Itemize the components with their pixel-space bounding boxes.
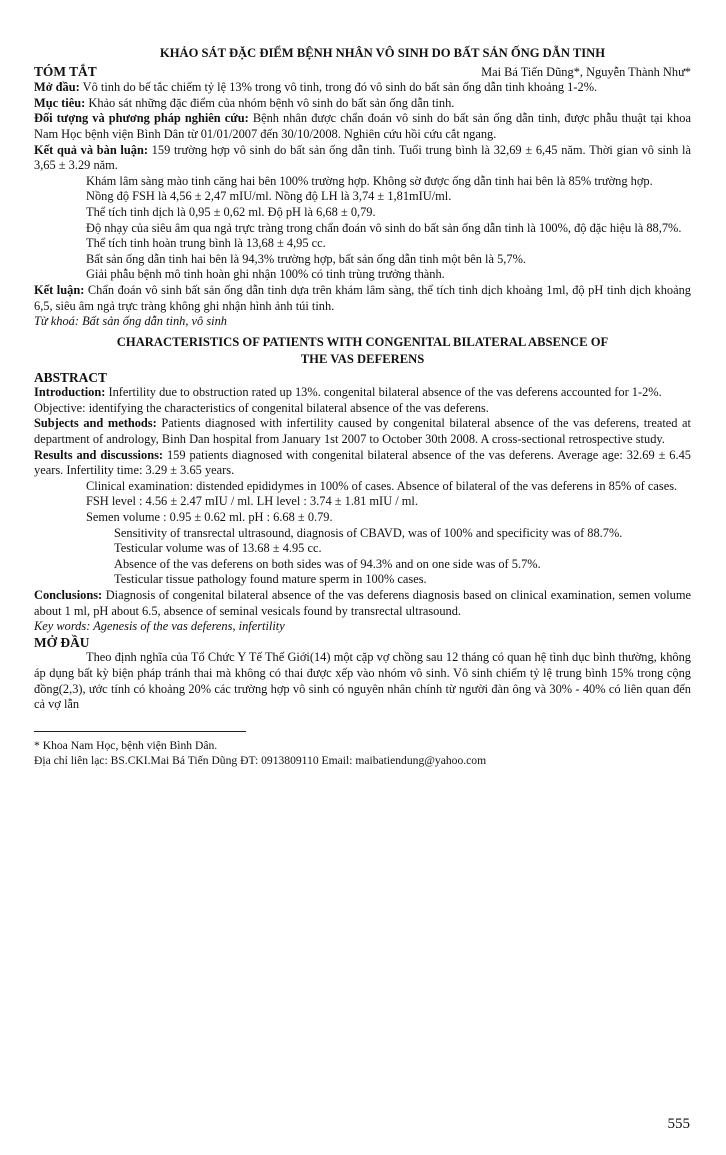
abstract-intro-text: Infertility due to obstruction rated up 13%. congenital bilateral absence of the vas deferens accounted for 1-2%. <box>108 385 662 400</box>
summary-results-text: 159 trường hợp vô sinh do bất sản ống dẫn tinh. Tuổi trung bình là 32,69 ± 6,45 năm. Thời gian vô sinh là 3,65 ± 3.29 năm. <box>34 142 691 173</box>
summary-results <box>34 143 691 174</box>
abstract-results <box>34 448 691 479</box>
summary-objective <box>34 96 691 112</box>
summary-result-ultrasound: Độ nhạy của siêu âm qua ngả trực tràng trong chẩn đoán vô sinh do bất sản ống dẫn tinh là 100%, độ đặc hiệu là 88,7%. <box>86 220 682 235</box>
authors: Mai Bá Tiến Dũng*, Nguyễn Thành Như* <box>481 64 691 79</box>
footnote-contact: Địa chỉ liên lạc: BS.CKI.Mai Bá Tiến Dũng ĐT: 0913809110 Email: maibatiendung@yahoo.com <box>34 754 487 768</box>
summary-intro-label: Mở đầu: <box>34 80 80 95</box>
abstract-result-pathology: Testicular tissue pathology found mature sperm in 100% cases. <box>114 572 427 587</box>
abstract-intro <box>34 385 691 401</box>
abstract-intro-label: Introduction: <box>34 385 106 400</box>
summary-result-testis: Thể tích tinh hoàn trung bình là 13,68 ± 4,95 cc. <box>86 236 326 251</box>
abstract-methods-label: Subjects and methods: <box>34 416 157 431</box>
title-en-line2: THE VAS DEFERENS <box>300 351 425 366</box>
summary-keywords <box>34 314 691 330</box>
footnote-affiliation: * Khoa Nam Học, bệnh viện Bình Dân. <box>34 738 218 752</box>
abstract-conclusion-text: Diagnosis of congenital bilateral absence of the vas deferens diagnosis based on clinical examination, semen volume about 1 ml, pH about 6.5, absence of seminal vesicals found by transrectal ultrasound. <box>34 588 691 618</box>
abstract-methods-text: Patients diagnosed with infertility caused by congenital bilateral absence of the vas deferens, treated at department of andrology, Binh Dan hospital from January 1st 2007 to October 30th 2008. A cross-sectional retrospective study. <box>34 416 691 447</box>
abstract-result-ultrasound: Sensitivity of transrectal ultrasound, diagnosis of CBAVD, was of 100% and specificity was of 88.7%. <box>114 525 623 540</box>
summary-result-semen: Thể tích tinh dịch là 0,95 ± 0,62 ml. Độ pH là 6,68 ± 0,79. <box>86 204 376 219</box>
summary-objective-text: Khảo sát những đặc điểm của nhóm bệnh vô sinh do bất sản ống dẫn tinh. <box>88 95 455 110</box>
summary-conclusion-label: Kết luận: <box>34 282 85 297</box>
footnote-divider <box>34 731 246 732</box>
summary-intro <box>34 80 691 96</box>
summary-methods-label: Đối tượng và phương pháp nghiên cứu: <box>34 111 249 126</box>
intro-heading: MỞ ĐẦU <box>34 634 90 650</box>
abstract-result-bilateral: Absence of the vas deferens on both sides was of 94.3% and on one side was of 5.7%. <box>114 556 541 571</box>
summary-objective-label: Mục tiêu: <box>34 95 86 110</box>
summary-keywords-label: Từ khoá: <box>34 314 79 329</box>
abstract-conclusion <box>34 588 691 619</box>
abstract-keywords: Key words: Agenesis of the vas deferens, infertility <box>34 619 285 634</box>
abstract-result-clinical: Clinical examination: distended epididymes in 100% of cases. Absence of bilateral of the vas deferens in 85% of cases. <box>86 478 678 493</box>
summary-intro-text: Vô tinh do bế tắc chiếm tỷ lệ 13% trong vô tinh, trong đó vô sinh do bất sản ống dẫn tinh khoảng 1-2%. <box>82 80 598 95</box>
summary-result-bilateral: Bất sản ống dẫn tinh hai bên là 94,3% trường hợp, bất sản ống dẫn tinh một bên là 5,7%. <box>86 251 526 266</box>
abstract-methods <box>34 416 691 447</box>
abstract-heading: ABSTRACT <box>34 369 107 385</box>
abstract-result-hormone: FSH level : 4.56 ± 2.47 mIU / ml. LH level : 3.74 ± 1.81 mIU / ml. <box>86 494 418 509</box>
summary-conclusion-text: Chẩn đoán vô sinh bất sản ống dẫn tinh dựa trên khám lâm sàng, thể tích tinh dịch khoảng 1ml, độ pH tinh dịch khoảng 6,5, siêu âm ngả trực tràng không ghi nhận hình ảnh túi tinh. <box>34 282 691 313</box>
abstract-conclusion-label: Conclusions: <box>34 588 103 602</box>
summary-results-label: Kết quả và bàn luận: <box>34 142 148 157</box>
summary-conclusion <box>34 283 691 314</box>
summary-result-hormone: Nồng độ FSH là 4,56 ± 2,47 mIU/ml. Nồng độ LH là 3,74 ± 1,81mIU/ml. <box>86 189 452 204</box>
title-en <box>34 334 691 368</box>
summary-methods <box>34 111 691 142</box>
summary-methods-text: Bệnh nhân được chẩn đoán vô sinh do bất sản ống dẫn tinh, được phẫu thuật tại khoa Nam Học bệnh viện Bình Dân từ 01/01/2007 đến 30/10/2008. Nghiên cứu hồi cứu cắt ngang. <box>34 111 691 141</box>
page-number: 555 <box>667 1116 690 1132</box>
summary-keywords-text: Bất sản ống dẫn tinh, vô sinh <box>82 314 227 329</box>
abstract-objective: Objective: identifying the characteristics of congenital bilateral absence of the vas deferens. <box>34 400 489 415</box>
title-vi: KHẢO SÁT ĐẶC ĐIỂM BỆNH NHÂN VÔ SINH DO BẤT SẢN ỐNG DẪN TINH <box>159 46 606 60</box>
summary-result-clinical: Khám lâm sàng mào tinh căng hai bên 100% trường hợp. Không sờ được ống dẫn tinh hai bên là 85% trường hợp. <box>86 173 653 188</box>
intro-paragraph: Theo định nghĩa của Tổ Chức Y Tế Thế Giới(14) một cặp vợ chồng sau 12 tháng có quan hệ tình dục bình thường, không áp dụng bất kỳ biện pháp tránh thai mà không có thai được xếp vào nhóm vô sinh. Vô sinh chiếm tỷ lệ trung bình 15% trong cộng đồng(2,3), ước tính có khoảng 20% các trường hợp vô sinh có nguyên nhân chính từ người đàn ông và 30% - 40% có liên quan đến cả vợ lẫn <box>34 650 691 712</box>
summary-heading: TÓM TẮT <box>34 63 97 79</box>
abstract-results-label: Results and discussions: <box>34 447 164 462</box>
abstract-result-testis: Testicular volume was of 13.68 ± 4.95 cc. <box>114 541 322 556</box>
summary-result-pathology: Giải phẫu bệnh mô tinh hoàn ghi nhận 100% có tinh trùng trưởng thành. <box>86 267 445 282</box>
title-en-line1: CHARACTERISTICS OF PATIENTS WITH CONGENITAL BILATERAL ABSENCE OF <box>116 334 609 349</box>
abstract-results-text: 159 patients diagnosed with congenital bilateral absence of the vas deferens. Average age: 32.69 ± 6.45 years. Infertility time: 3.29 ± 3.65 years. <box>34 447 691 478</box>
abstract-result-semen: Semen volume : 0.95 ± 0.62 ml. pH : 6.68 ± 0.79. <box>86 510 333 525</box>
paper-page <box>34 46 691 769</box>
heading-row <box>34 64 691 81</box>
